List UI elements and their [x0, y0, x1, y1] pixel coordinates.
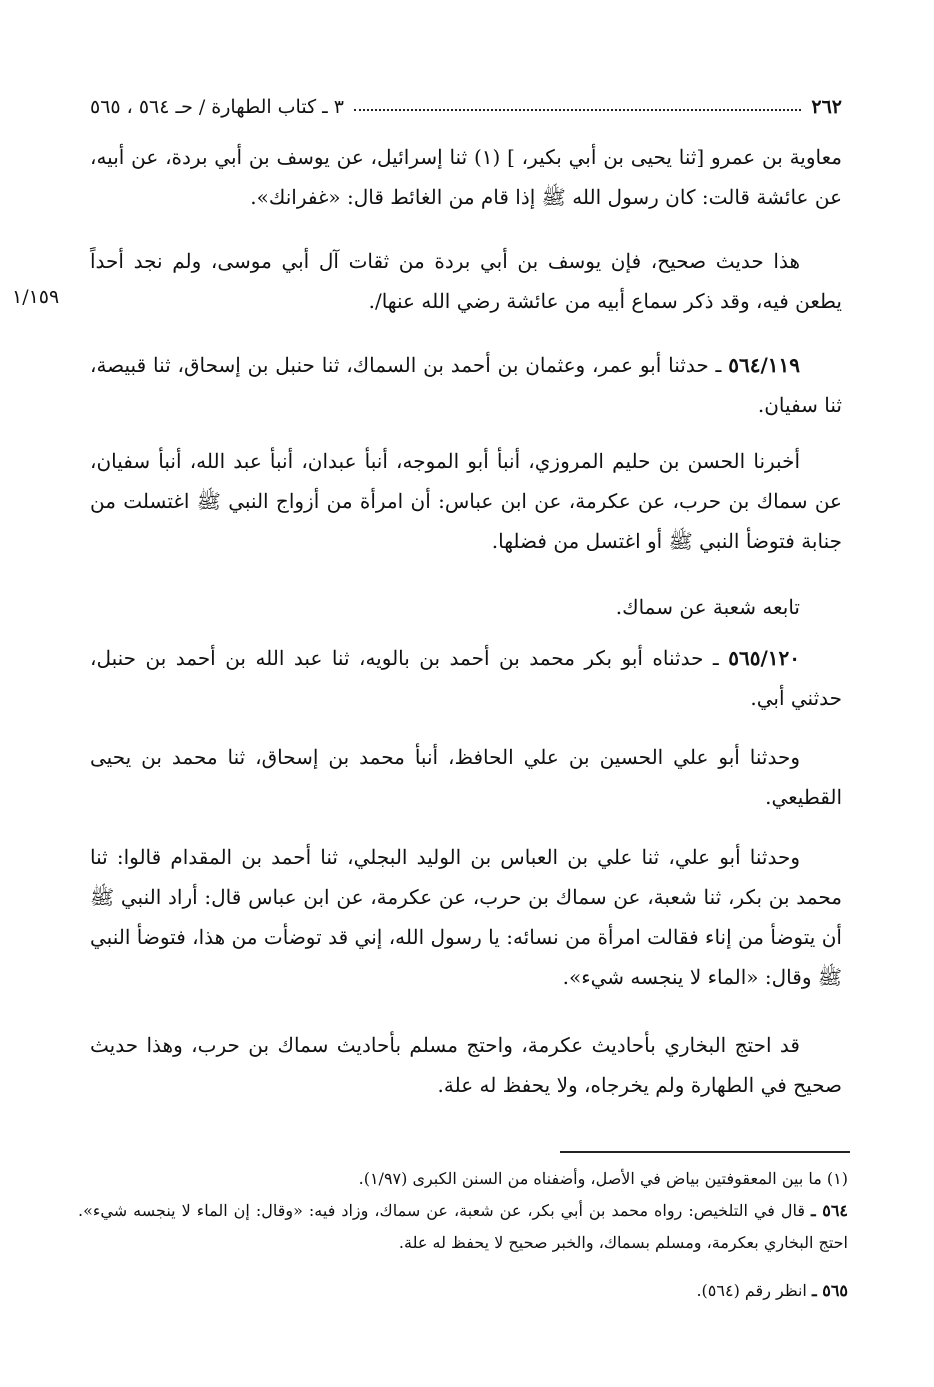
paragraph-1	[90, 137, 842, 217]
paragraph-8	[90, 837, 842, 997]
footnote-565	[78, 1275, 848, 1307]
footnote-divider	[560, 1151, 850, 1153]
paragraph-text: وحدثنا أبو علي، ثنا علي بن العباس بن الوليد البجلي، ثنا أحمد بن المقدام قالوا: ثنا محمد بن بكر، ثنا شعبة، عن سماك بن حرب، عن عكرمة، عن ابن عباس قال: أراد النبي ﷺ أن يتوضأ من إناء فقالت امرأة من نسائه: يا رسول الله، إني قد توضأت من هذا، فتوضأ النبي ﷺ وقال: «الماء لا ينجسه شيء».	[90, 845, 842, 989]
paragraph-text: ـ حدثناه أبو بكر محمد بن أحمد بن بالويه، ثنا عبد الله بن أحمد بن حنبل، حدثني أبي.	[90, 646, 842, 710]
paragraph-2	[90, 241, 842, 321]
paragraph-text: معاوية بن عمرو [ثنا يحيى بن أبي بكير، ] (١) ثنا إسرائيل، عن يوسف بن أبي بردة، عن أبيه، عن عائشة قالت: كان رسول الله ﷺ إذا قام من الغائط قال: «غفرانك».	[90, 145, 842, 209]
footnote-text: ما بين المعقوفتين بياض في الأصل، وأضفناه من السنن الكبرى (١/٩٧).	[358, 1169, 827, 1188]
running-header	[90, 84, 842, 118]
paragraph-text: هذا حديث صحيح، فإن يوسف بن أبي بردة من ثقات آل أبي موسى، ولم نجد أحداً يطعن فيه، وقد ذكر سماع أبيه من عائشة رضي الله عنها/.	[90, 249, 842, 313]
footnote-number: ٥٦٤ ـ	[811, 1201, 848, 1220]
header-title: ٣ ـ كتاب الطهارة / حـ ٥٦٤ ، ٥٦٥	[90, 96, 344, 118]
paragraph-5	[90, 587, 842, 627]
footnote-text: انظر رقم (٥٦٤).	[696, 1281, 812, 1300]
page-number: ٢٦٢	[811, 96, 842, 118]
margin-folio-note: ١/١٥٩	[12, 286, 60, 308]
paragraph-text: قد احتج البخاري بأحاديث عكرمة، واحتج مسلم بأحاديث سماك بن حرب، وهذا حديث صحيح في الطهارة ولم يخرجاه، ولا يحفظ له علة.	[90, 1033, 842, 1097]
footnote-1	[78, 1163, 848, 1195]
hadith-number: ٥٦٥/١٢٠	[728, 646, 800, 670]
paragraph-text: ـ حدثنا أبو عمر، وعثمان بن أحمد بن السماك، ثنا حنبل بن إسحاق، ثنا قبيصة، ثنا سفيان.	[90, 353, 842, 417]
footnote-number: ٥٦٥ ـ	[811, 1281, 848, 1300]
paragraph-text: تابعه شعبة عن سماك.	[615, 595, 800, 619]
hadith-565	[90, 638, 842, 718]
paragraph-4	[90, 441, 842, 561]
paragraph-9	[90, 1025, 842, 1105]
footnote-number: (١)	[826, 1169, 848, 1188]
paragraph-text: أخبرنا الحسن بن حليم المروزي، أنبأ أبو الموجه، أنبأ عبدان، أنبأ عبد الله، أنبأ سفيان، عن سماك بن حرب، عن عكرمة، عن ابن عباس: أن امرأة من أزواج النبي ﷺ اغتسلت من جنابة فتوضأ النبي ﷺ أو اغتسل من فضلها.	[90, 449, 842, 553]
hadith-number: ٥٦٤/١١٩	[728, 353, 800, 377]
footnote-564	[78, 1195, 848, 1259]
paragraph-7	[90, 737, 842, 817]
footnote-text: قال في التلخيص: رواه محمد بن أبي بكر، عن شعبة، عن سماك، وزاد فيه: «وقال: إن الماء لا ينجسه شيء». احتج البخاري بعكرمة، ومسلم بسماك، والخبر صحيح لا يحفظ له علة.	[78, 1201, 848, 1252]
header-dot-leader	[354, 108, 801, 111]
hadith-564	[90, 345, 842, 425]
paragraph-text: وحدثنا أبو علي الحسين بن علي الحافظ، أنبأ محمد بن إسحاق، ثنا محمد بن يحيى القطيعي.	[90, 745, 842, 809]
